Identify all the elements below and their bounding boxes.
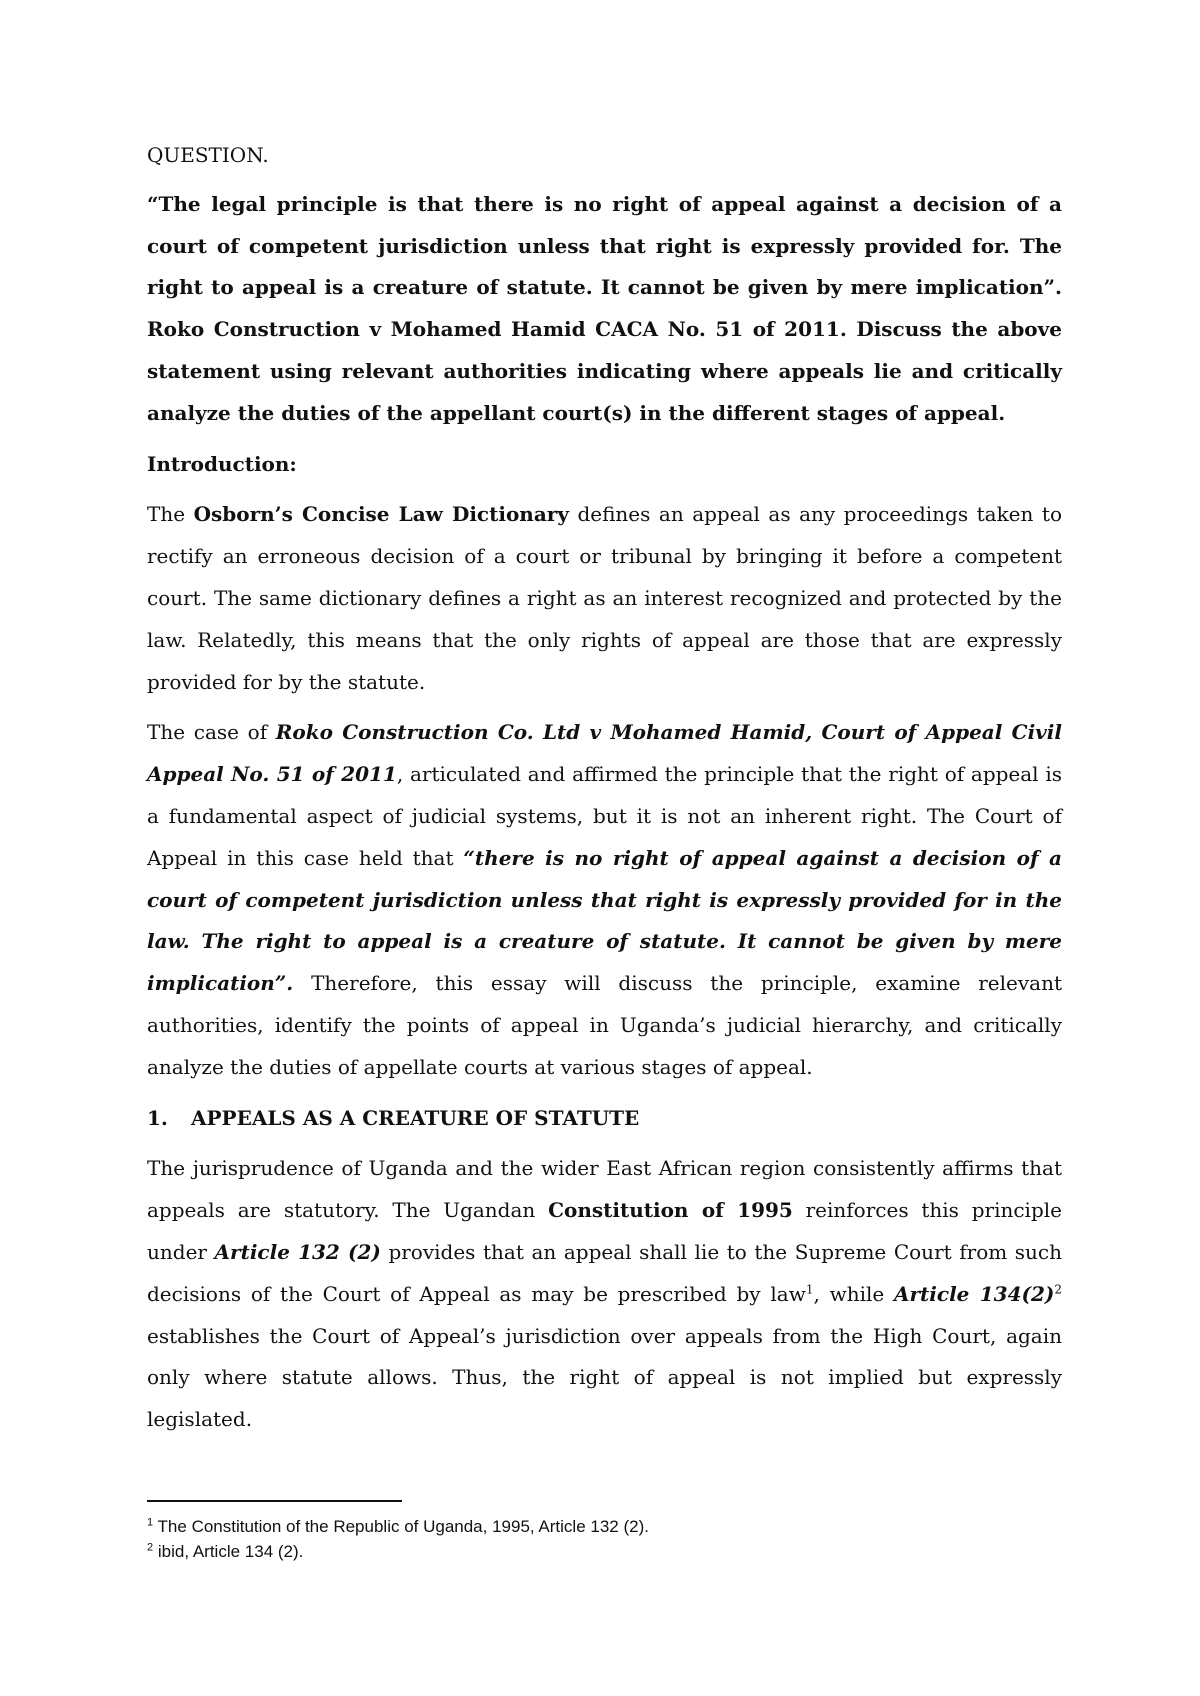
- constitution-reference: Constitution of 1995: [548, 1198, 793, 1223]
- footnote: [147, 1539, 1062, 1564]
- text-run: The: [147, 502, 194, 527]
- text-run: Therefore, this essay will discuss the principle, examine relevant authorities, identify the points of appeal in Uganda’s judicial hierarchy, and critically analyze the duties of appellate courts at various stages of appeal.: [147, 971, 1062, 1079]
- introduction-paragraph-2: [147, 712, 1062, 1088]
- footnote-marker[interactable]: 2: [1054, 1282, 1062, 1297]
- footnote-number: 1: [147, 1516, 154, 1529]
- footnote: [147, 1514, 1062, 1539]
- document-page: [147, 135, 1062, 1441]
- article-reference: Article 134(2): [894, 1281, 1055, 1306]
- case-citation: Roko Construction Co. Ltd v Mohamed Hamid, Court of Appeal Civil Appeal No. 51 of 2011: [147, 720, 1062, 787]
- section-title: APPEALS AS A CREATURE OF STATUTE: [191, 1105, 640, 1130]
- introduction-heading: Introduction:: [147, 451, 297, 476]
- case-quote: “there is no right of appeal against a decision of a court of competent jurisdiction unless that right is expressly provided for in the law. The right to appeal is a creature of statute. It cannot be given by mere implication”.: [147, 845, 1062, 996]
- text-run: establishes the Court of Appeal’s jurisdiction over appeals from the High Court, again only where statute allows. Thus, the right of appeal is not implied but expressly legislated.: [147, 1323, 1062, 1432]
- footnote-text: ibid, Article 134 (2).: [157, 1542, 304, 1561]
- introduction-paragraph-1: [147, 494, 1062, 703]
- text-run: The case of: [147, 720, 276, 745]
- footnote-text: The Constitution of the Republic of Uganda, 1995, Article 132 (2).: [157, 1517, 649, 1536]
- footnote-marker[interactable]: 1: [805, 1282, 814, 1297]
- article-reference: Article 132 (2): [214, 1239, 381, 1264]
- question-text: “The legal principle is that there is no right of appeal against a decision of a court of competent jurisdiction unless that right is expressly provided for. The right to appeal is a creature of statute. It cannot be given by mere implication”. Roko Construction v Mohamed Hamid CACA No. 51 of 2011. Discuss the above statement using relevant authorities indicating where appeals lie and critically analyze the duties of the appellant court(s) in the different stages of appeal.: [147, 191, 1062, 425]
- footnote-number: 2: [147, 1541, 154, 1554]
- footnotes: [147, 1500, 1062, 1564]
- section-1-paragraph: [147, 1148, 1062, 1441]
- text-run: defines an appeal as any proceedings taken to rectify an erroneous decision of a court or tribunal by bringing it before a competent court. The same dictionary defines a right as an interest recognized and protected by the law. Relatedly, this means that the only rights of appeal are those that are expressly provided for by the statute.: [147, 502, 1062, 694]
- footnote-separator: [147, 1500, 402, 1502]
- text-run: The jurisprudence of Uganda and the wider East African region consistently affirms that appeals are statutory. The Ugandan: [147, 1156, 1062, 1223]
- text-run: , articulated and affirmed the principle that the right of appeal is a fundamental aspect of judicial systems, but it is not an inherent right. The Court of Appeal in this case held that: [147, 762, 1062, 870]
- question-label: QUESTION.: [147, 143, 269, 167]
- text-run: reinforces this principle under: [147, 1198, 1062, 1264]
- section-1-heading: [147, 1098, 1062, 1140]
- section-number: 1.: [147, 1105, 168, 1130]
- text-run: provides that an appeal shall lie to the Supreme Court from such decisions of the Court of Appeal as may be prescribed by law: [147, 1239, 1062, 1306]
- text-run: , while: [813, 1281, 894, 1306]
- dictionary-title: Osborn’s Concise Law Dictionary: [193, 502, 569, 527]
